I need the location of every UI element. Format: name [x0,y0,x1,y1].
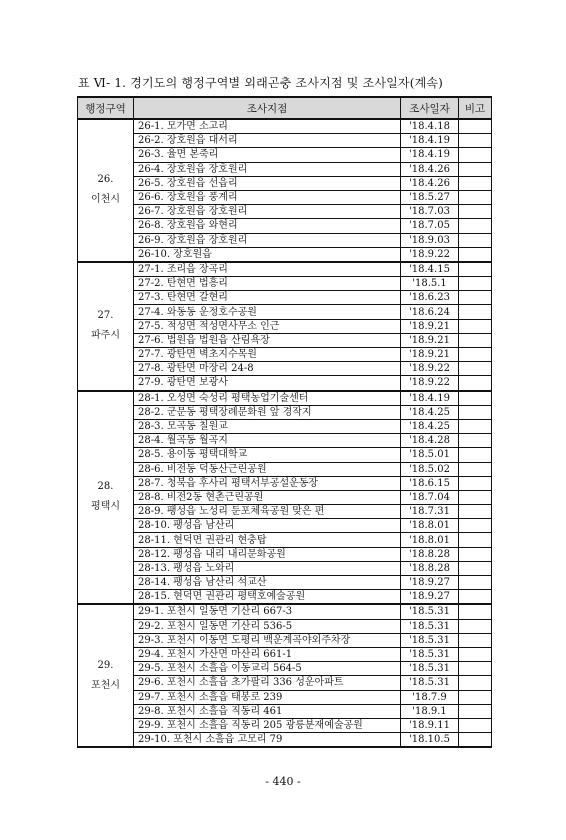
site-cell: 28-4. 월곡동 월곡지 [134,434,401,448]
note-cell [459,519,492,533]
note-cell [459,176,492,190]
note-cell [459,305,492,319]
table-row [78,362,492,376]
site-cell: 29-6. 포천시 소흘읍 초가팔리 336 성운아파트 [134,676,401,690]
table-row [78,176,492,190]
date-cell: '18.4.25 [401,405,459,419]
site-cell: 26-4. 장호원읍 장호원리 [134,162,401,176]
site-cell: 28-1. 오성면 숙성리 평택농업기술센터 [134,391,401,406]
table-row [78,247,492,262]
site-cell: 26-6. 장호원읍 풍계리 [134,190,401,204]
note-cell [459,647,492,661]
table-row [78,262,492,277]
table-row [78,190,492,204]
site-cell: 28-9. 팽성읍 노성리 둔포체육공원 맞은 편 [134,505,401,519]
site-cell: 27-6. 법원읍 법원읍 산림욕장 [134,333,401,347]
region-number: 29. [97,659,114,671]
date-cell: '18.5.01 [401,448,459,462]
header-note: 비고 [459,97,492,119]
note-cell [459,434,492,448]
table-row [78,604,492,619]
table-row [78,662,492,676]
site-cell: 28-12. 팽성읍 내리 내리문화공원 [134,547,401,561]
note-cell [459,247,492,262]
note-cell [459,419,492,433]
table-row [78,291,492,305]
site-cell: 27-8. 광탄면 마장리 24-8 [134,362,401,376]
date-cell: '18.7.9 [401,690,459,704]
note-cell [459,704,492,718]
date-cell: '18.4.18 [401,119,459,134]
note-cell [459,533,492,547]
note-cell [459,205,492,219]
note-cell [459,277,492,291]
note-cell [459,148,492,162]
site-cell: 27-3. 탄현면 갈현리 [134,291,401,305]
date-cell: '18.9.11 [401,718,459,732]
date-cell: '18.9.27 [401,590,459,605]
note-cell [459,291,492,305]
note-cell [459,162,492,176]
site-cell: 29-4. 포천시 가산면 마산리 661-1 [134,647,401,661]
site-cell: 28-2. 군문동 평택장례문화원 앞 경작지 [134,405,401,419]
date-cell: '18.5.31 [401,676,459,690]
site-cell: 28-8. 비전2동 현촌근린공원 [134,490,401,504]
note-cell [459,718,492,732]
note-cell [459,262,492,277]
date-cell: '18.10.5 [401,733,459,748]
note-cell [459,448,492,462]
date-cell: '18.4.25 [401,419,459,433]
region-cell [78,391,134,605]
note-cell [459,333,492,347]
date-cell: '18.9.21 [401,333,459,347]
site-cell: 26-9. 장호원읍 장호원리 [134,233,401,247]
table-row [78,718,492,732]
date-cell: '18.4.26 [401,162,459,176]
date-cell: '18.5.31 [401,662,459,676]
table-row [78,233,492,247]
date-cell: '18.4.28 [401,434,459,448]
note-cell [459,476,492,490]
site-cell: 27-9. 광탄면 보광사 [134,376,401,391]
note-cell [459,505,492,519]
date-cell: '18.9.21 [401,319,459,333]
date-cell: '18.8.01 [401,519,459,533]
table-row [78,219,492,233]
table-row [78,576,492,590]
date-cell: '18.6.15 [401,476,459,490]
site-cell: 26-5. 장호원읍 선읍리 [134,176,401,190]
table-row [78,476,492,490]
note-cell [459,134,492,148]
site-cell: 29-1. 포천시 일동면 기산리 667-3 [134,604,401,619]
date-cell: '18.5.1 [401,277,459,291]
note-cell [459,190,492,204]
note-cell [459,633,492,647]
date-cell: '18.7.05 [401,219,459,233]
table-header-row [78,97,492,119]
table-row [78,547,492,561]
site-cell: 28-6. 비전동 덕동산근린공원 [134,462,401,476]
site-cell: 29-10. 포천시 소흘읍 고모리 79 [134,733,401,748]
table-row [78,391,492,406]
date-cell: '18.9.22 [401,247,459,262]
note-cell [459,590,492,605]
table-row [78,519,492,533]
date-cell: '18.5.31 [401,604,459,619]
table-row [78,647,492,661]
site-cell: 29-9. 포천시 소흘읍 직동리 205 광릉분재예술공원 [134,718,401,732]
header-region: 행정구역 [78,97,134,119]
date-cell: '18.4.26 [401,176,459,190]
site-cell: 26-8. 장호원읍 와현리 [134,219,401,233]
site-cell: 26-7. 장호원읍 장호원리 [134,205,401,219]
region-name: 파주시 [91,330,120,342]
note-cell [459,604,492,619]
date-cell: '18.4.19 [401,391,459,406]
table-row [78,676,492,690]
note-cell [459,576,492,590]
site-cell: 28-7. 청북읍 후사리 평택서부공설운동장 [134,476,401,490]
site-cell: 29-8. 포천시 소흘읍 직동리 461 [134,704,401,718]
region-cell [78,604,134,747]
site-cell: 28-5. 용이동 평택대학교 [134,448,401,462]
site-cell: 26-10. 장호원읍 [134,247,401,262]
table-row [78,333,492,347]
site-cell: 29-7. 포천시 소흘읍 태봉로 239 [134,690,401,704]
table-row [78,448,492,462]
date-cell: '18.4.19 [401,148,459,162]
region-number: 26. [97,174,114,186]
site-cell: 27-7. 광탄면 벽초지수목원 [134,348,401,362]
note-cell [459,690,492,704]
table-row [78,490,492,504]
note-cell [459,348,492,362]
region-cell [78,262,134,391]
date-cell: '18.5.27 [401,190,459,204]
table-row [78,704,492,718]
region-name: 평택시 [91,501,120,513]
date-cell: '18.7.31 [401,505,459,519]
note-cell [459,547,492,561]
table-row [78,690,492,704]
site-cell: 28-11. 현덕면 권관리 현충탑 [134,533,401,547]
site-cell: 26-1. 모가면 소고리 [134,119,401,134]
region-name: 이천시 [91,194,120,206]
site-cell: 28-15. 현덕면 권관리 평택호예술공원 [134,590,401,605]
note-cell [459,676,492,690]
region-name: 포천시 [91,679,120,691]
table-row [78,162,492,176]
table-row [78,305,492,319]
note-cell [459,405,492,419]
table-row [78,376,492,391]
table-row [78,733,492,748]
note-cell [459,391,492,406]
table-row [78,505,492,519]
date-cell: '18.9.22 [401,376,459,391]
note-cell [459,561,492,575]
table-row [78,533,492,547]
date-cell: '18.7.03 [401,205,459,219]
note-cell [459,219,492,233]
site-cell: 27-1. 조리읍 장곡리 [134,262,401,277]
table-row [78,119,492,134]
survey-table [77,96,492,748]
note-cell [459,362,492,376]
site-cell: 29-2. 포천시 일동면 기산리 536-5 [134,619,401,633]
page-number: - 440 - [265,775,301,788]
region-number: 28. [97,481,114,493]
table-body [78,119,492,747]
table-caption: 표 Ⅵ- 1. 경기도의 행정구역별 외래곤충 조사지점 및 조사일자(계속) [78,76,444,90]
date-cell: '18.5.31 [401,619,459,633]
site-cell: 26-3. 율면 본죽리 [134,148,401,162]
note-cell [459,119,492,134]
note-cell [459,662,492,676]
site-cell: 27-5. 적성면 적성면사무소 인근 [134,319,401,333]
note-cell [459,376,492,391]
table-row [78,348,492,362]
table-row [78,405,492,419]
note-cell [459,462,492,476]
site-cell: 28-3. 모곡동 칠원교 [134,419,401,433]
date-cell: '18.9.21 [401,348,459,362]
date-cell: '18.9.22 [401,362,459,376]
header-date: 조사일자 [401,97,459,119]
date-cell: '18.5.31 [401,633,459,647]
site-cell: 27-2. 탄현면 법흥리 [134,277,401,291]
date-cell: '18.9.27 [401,576,459,590]
table-row [78,434,492,448]
date-cell: '18.9.03 [401,233,459,247]
note-cell [459,319,492,333]
table-row [78,633,492,647]
date-cell: '18.6.24 [401,305,459,319]
table-row [78,561,492,575]
site-cell: 26-2. 장호원읍 대서리 [134,134,401,148]
table-row [78,462,492,476]
table-row [78,148,492,162]
table-row [78,277,492,291]
site-cell: 27-4. 와동동 운정호수공원 [134,305,401,319]
date-cell: '18.7.04 [401,490,459,504]
site-cell: 28-10. 팽성읍 남산리 [134,519,401,533]
date-cell: '18.8.28 [401,547,459,561]
note-cell [459,233,492,247]
date-cell: '18.6.23 [401,291,459,305]
date-cell: '18.8.28 [401,561,459,575]
date-cell: '18.8.01 [401,533,459,547]
date-cell: '18.5.02 [401,462,459,476]
note-cell [459,733,492,748]
site-cell: 28-14. 팽성읍 남산리 석교산 [134,576,401,590]
table-row [78,419,492,433]
site-cell: 29-5. 포천시 소흘읍 이동교리 564-5 [134,662,401,676]
site-cell: 28-13. 팽성읍 노와리 [134,561,401,575]
date-cell: '18.4.15 [401,262,459,277]
region-number: 27. [97,310,114,322]
table-row [78,205,492,219]
table-row [78,319,492,333]
table-row [78,590,492,605]
region-cell [78,119,134,262]
date-cell: '18.5.31 [401,647,459,661]
note-cell [459,490,492,504]
table-row [78,619,492,633]
date-cell: '18.9.1 [401,704,459,718]
site-cell: 29-3. 포천시 이동면 도평리 백운계곡야외주차장 [134,633,401,647]
note-cell [459,619,492,633]
table-row [78,134,492,148]
date-cell: '18.4.19 [401,134,459,148]
header-site: 조사지점 [134,97,401,119]
